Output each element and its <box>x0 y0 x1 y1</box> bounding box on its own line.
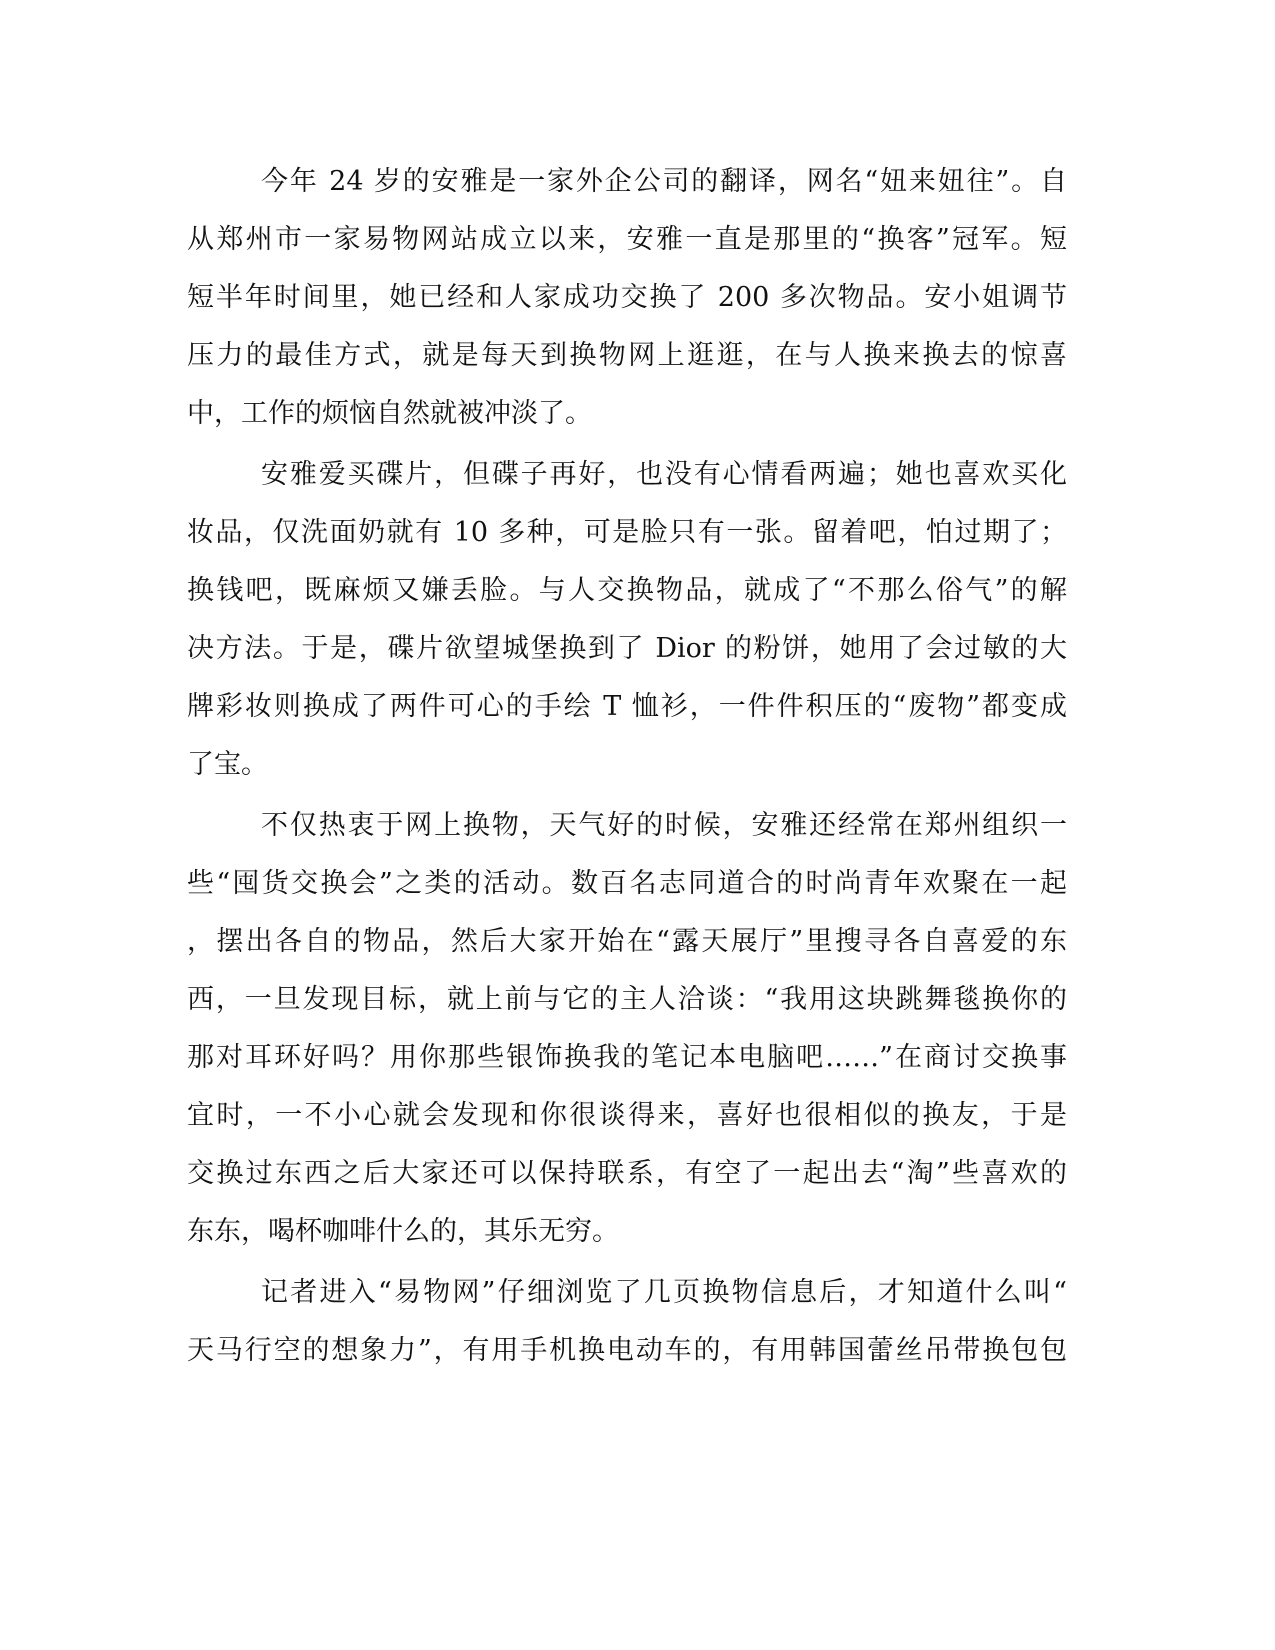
paragraph-1-line-2: 从郑州市一家易物网站成立以来，安雅一直是那里的“换客”冠军。短 <box>187 224 1067 255</box>
paragraph-1-line-3: 短半年时间里，她已经和人家成功交换了 200 多次物品。安小姐调节 <box>187 282 1067 313</box>
paragraph-3-line-7: 交换过东西之后大家还可以保持联系，有空了一起出去“淘”些喜欢的 <box>187 1158 1067 1189</box>
paragraph-2-line-3: 换钱吧，既麻烦又嫌丢脸。与人交换物品，就成了“不那么俗气”的解 <box>187 575 1067 606</box>
paragraph-2-line-1: 安雅爱买碟片，但碟子再好，也没有心情看两遍；她也喜欢买化 <box>261 459 1067 490</box>
paragraph-4-line-1: 记者进入“易物网”仔细浏览了几页换物信息后，才知道什么叫“ <box>261 1277 1067 1308</box>
paragraph-2-line-2: 妆品，仅洗面奶就有 10 多种，可是脸只有一张。留着吧，怕过期了； <box>187 517 1067 548</box>
paragraph-3-line-6: 宜时，一不小心就会发现和你很谈得来，喜好也很相似的换友，于是 <box>187 1100 1067 1131</box>
paragraph-1-line-1: 今年 24 岁的安雅是一家外企公司的翻译，网名“妞来妞往”。自 <box>261 166 1067 197</box>
paragraph-3-line-3: ，摆出各自的物品，然后大家开始在“露天展厅”里搜寻各自喜爱的东 <box>187 926 1067 957</box>
paragraph-3-line-4: 西，一旦发现目标，就上前与它的主人洽谈：“我用这块跳舞毯换你的 <box>187 984 1067 1015</box>
paragraph-1-line-4: 压力的最佳方式，就是每天到换物网上逛逛，在与人换来换去的惊喜 <box>187 340 1067 371</box>
paragraph-3-line-8: 东东，喝杯咖啡什么的，其乐无穷。 <box>187 1216 619 1247</box>
paragraph-4-line-2: 天马行空的想象力”，有用手机换电动车的，有用韩国蕾丝吊带换包包 <box>187 1335 1067 1366</box>
paragraph-1-line-5: 中，工作的烦恼自然就被冲淡了。 <box>187 398 592 429</box>
paragraph-2-line-6: 了宝。 <box>187 749 268 780</box>
paragraph-3-line-2: 些“囤货交换会”之类的活动。数百名志同道合的时尚青年欢聚在一起 <box>187 868 1067 899</box>
paragraph-3-line-1: 不仅热衷于网上换物，天气好的时候，安雅还经常在郑州组织一 <box>261 810 1067 841</box>
paragraph-3-line-5: 那对耳环好吗？用你那些银饰换我的笔记本电脑吧……”在商讨交换事 <box>187 1042 1067 1073</box>
paragraph-2-line-5: 牌彩妆则换成了两件可心的手绘 T 恤衫，一件件积压的“废物”都变成 <box>187 691 1067 722</box>
paragraph-2-line-4: 决方法。于是，碟片欲望城堡换到了 Dior 的粉饼，她用了会过敏的大 <box>187 633 1067 664</box>
